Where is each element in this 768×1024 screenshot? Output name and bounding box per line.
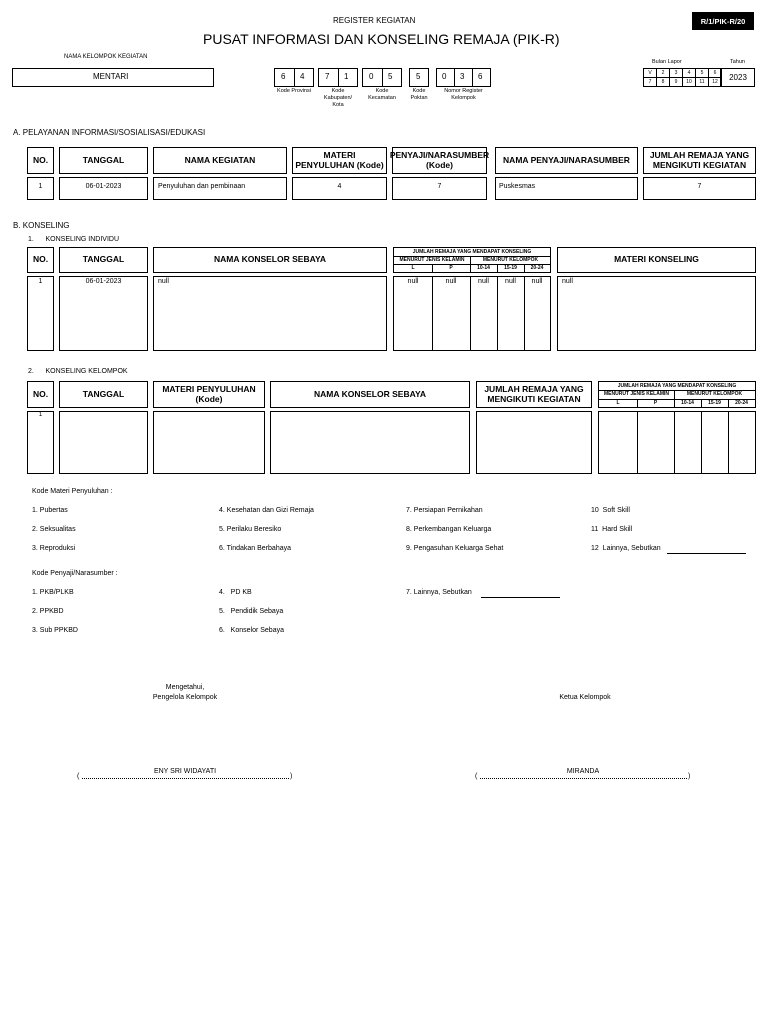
sign-left-name: ENY SRI WIDAYATI [153,768,217,775]
legend-item: 7. Lainnya, Sebutkan [406,589,472,596]
legend-item: 9. Pengasuhan Keluarga Sehat [406,545,504,552]
bulan-lapor-label: Bulan Lapor [652,59,682,65]
register-label: REGISTER KEGIATAN [333,16,416,25]
ind-header-jumlah-group [393,247,551,273]
legend-item: 1. Pubertas [32,507,68,514]
col-header-nama-penyaji: NAMA PENYAJI/NARASUMBER [495,147,638,174]
month-cell: 7 [648,79,652,85]
legend-item: 12 Lainnya, Sebutkan [591,545,661,552]
sign-right-name: MIRANDA [566,768,600,775]
section-b-title: B. KONSELING [13,221,70,230]
row-nama-kegiatan: Penyuluhan dan pembinaan [158,183,246,190]
sign-left-line1: Mengetahui, [165,684,205,691]
month-cell: 5 [700,70,704,76]
kel-header-l: L [616,400,620,406]
row-nama-penyaji: Puskesmas [499,183,536,190]
legend-item: 11 Hard Skill [591,526,633,533]
kode-kabupaten-digit: 7 [325,72,330,81]
ind-header-tanggal: TANGGAL [59,247,148,273]
col-header-penyaji: PENYAJI/NARASUMBER (Kode) [392,147,487,174]
table-row [27,177,54,200]
row-jumlah: 7 [697,183,702,190]
materi-legend-title: Kode Materi Penyuluhan : [32,488,113,495]
ind-header-no: NO. [27,247,54,273]
kel-header-jumlah-ikut: JUMLAH REMAJA YANG MENGIKUTI KEGIATAN [476,381,592,408]
col-header-jumlah: JUMLAH REMAJA YANG MENGIKUTI KEGIATAN [643,147,756,174]
kel-header-u2: 15-19 [708,400,721,406]
kode-provinsi-digit: 6 [281,72,286,81]
tahun-label: Tahun [730,59,745,65]
legend-item: 8. Perkembangan Keluarga [406,526,492,533]
signature-line-right[interactable] [480,773,687,779]
kel-header-jumlah-group [598,381,756,408]
month-cell: 8 [661,79,665,85]
kode-kabupaten-digit: 1 [344,72,349,81]
row-no: 1 [38,183,43,190]
row-materi: 4 [337,183,342,190]
ind-header-l: L [411,265,415,271]
month-cell: 11 [699,79,705,85]
table-row [27,276,54,351]
kode-kecamatan-digit: 5 [388,72,393,81]
kode-provinsi-label: Kode Provinsi [277,88,311,94]
row-tanggal: 06-01-2023 [85,183,122,190]
kode-poktan-box[interactable] [409,68,429,87]
table-row [27,411,54,474]
ind-header-p: P [449,265,453,271]
nomor-register-label: Nomor Register Kelompok [444,88,483,101]
kel-row-no: 1 [38,412,43,418]
register-digit: 0 [442,72,447,81]
month-cell: 9 [674,79,678,85]
month-cell: 3 [674,70,678,76]
tahun-field[interactable] [721,68,755,87]
col-header-tanggal: TANGGAL [59,147,148,174]
group-name-value: MENTARI [93,72,129,81]
kode-provinsi-box[interactable] [274,68,314,87]
kel-header-u1: 10-14 [681,400,694,406]
fill-in-line[interactable] [667,553,746,554]
legend-item: 4. PD KB [219,589,252,596]
month-cell: 10 [686,79,692,85]
legend-item: 3. Sub PPKBD [32,627,78,634]
legend-item: 1. PKB/PLKB [32,589,74,596]
ind-header-u1: 10-14 [477,265,490,271]
ind-row-materi: null [562,278,573,285]
kode-kabupaten-label: Kode Kabupaten/ Kota [323,88,353,108]
col-header-nama-kegiatan: NAMA KEGIATAN [153,147,287,174]
kode-provinsi-digit: 4 [300,72,305,81]
ind-row-tanggal: 06-01-2023 [85,278,122,285]
ind-row-p: null [445,278,457,285]
ind-row-u1: null [478,278,489,285]
kode-kecamatan-digit: 0 [369,72,374,81]
col-header-no: NO. [27,147,54,174]
kode-poktan-digit: 5 [416,72,421,81]
kode-kecamatan-box[interactable] [362,68,402,87]
konseling-individu-title: 1. KONSELING INDIVIDU [28,236,120,243]
ind-header-nama-konselor: NAMA KONSELOR SEBAYA [153,247,387,273]
penyaji-legend-title: Kode Penyaji/Narasumber : [32,570,118,577]
month-cell: 2 [661,70,665,76]
ind-row-no: 1 [38,278,43,285]
kode-poktan-label: Kode Poktan [410,88,428,101]
paren: ) [290,773,293,780]
ind-row-l: null [407,278,419,285]
legend-item: 6. Tindakan Berbahaya [219,545,291,552]
fill-in-line[interactable] [481,597,560,598]
ind-row-nama: null [158,278,169,285]
signature-line-left[interactable] [82,773,289,779]
ind-header-materi: MATERI KONSELING [557,247,756,273]
col-header-materi: MATERI PENYULUHAN (Kode) [292,147,387,174]
month-cell: 6 [713,70,717,76]
section-a-title: A. PELAYANAN INFORMASI/SOSIALISASI/EDUKASI [13,128,206,137]
sign-left-line2: Pengelola Kelompok [152,694,218,701]
legend-item: 3. Reproduksi [32,545,76,552]
kode-kabupaten-box[interactable] [318,68,358,87]
kel-header-materi: MATERI PENYULUHAN (Kode) [153,381,265,408]
kel-header-u3: 20-24 [735,400,748,406]
kel-header-no: NO. [27,381,54,408]
month-cell: 12 [712,79,718,85]
kel-header-jenis: MENURUT JENIS KELAMIN [603,391,669,397]
group-name-label: NAMA KELOMPOK KEGIATAN [64,54,148,60]
kel-header-p: P [653,400,658,406]
ind-header-jumlah: JUMLAH REMAJA YANG MENDAPAT KONSELING [412,249,532,255]
form-code-badge: R/1/PIK-R/20 [692,12,754,30]
nomor-register-box[interactable] [436,68,491,87]
sign-right-title: Ketua Kelompok [559,694,611,701]
row-penyaji: 7 [437,183,442,190]
ind-header-u3: 20-24 [530,265,544,271]
bulan-lapor-grid[interactable] [643,68,721,87]
ind-row-u2: null [505,278,516,285]
paren: ( [77,773,80,780]
legend-item: 4. Kesehatan dan Gizi Remaja [219,507,314,514]
paren: ( [475,773,478,780]
page-title: PUSAT INFORMASI DAN KONSELING REMAJA (PIK-R) [203,31,560,47]
ind-row-u3: null [531,278,543,285]
kode-kecamatan-label: Kode Kecamatan [368,88,396,101]
kel-header-jumlah: JUMLAH REMAJA YANG MENDAPAT KONSELING [617,383,737,389]
legend-item: 6. Konselor Sebaya [219,627,284,634]
legend-item: 2. PPKBD [32,608,64,615]
month-cell: V [648,70,652,76]
group-name-field[interactable] [12,68,214,87]
tahun-value: 2023 [729,73,747,82]
kel-header-tanggal: TANGGAL [59,381,148,408]
konseling-kelompok-title: 2. KONSELING KELOMPOK [28,368,128,375]
kel-header-nama: NAMA KONSELOR SEBAYA [270,381,470,408]
month-cell: 4 [687,70,691,76]
legend-item: 10 Soft Skill [591,507,630,514]
legend-item: 7. Persiapan Pernikahan [406,507,483,514]
register-digit: 6 [478,72,483,81]
paren: ) [688,773,691,780]
ind-header-kelompok: MENURUT KELOMPOK [482,257,539,263]
register-digit: 3 [460,72,465,81]
legend-item: 5. Perilaku Beresiko [219,526,282,533]
legend-item: 2. Seksualitas [32,526,76,533]
ind-header-u2: 15-19 [504,265,517,271]
legend-item: 5. Pendidik Sebaya [219,608,284,615]
ind-header-jenis: MENURUT JENIS KELAMIN [399,257,465,263]
kel-header-kelompok: MENURUT KELOMPOK [686,391,743,397]
